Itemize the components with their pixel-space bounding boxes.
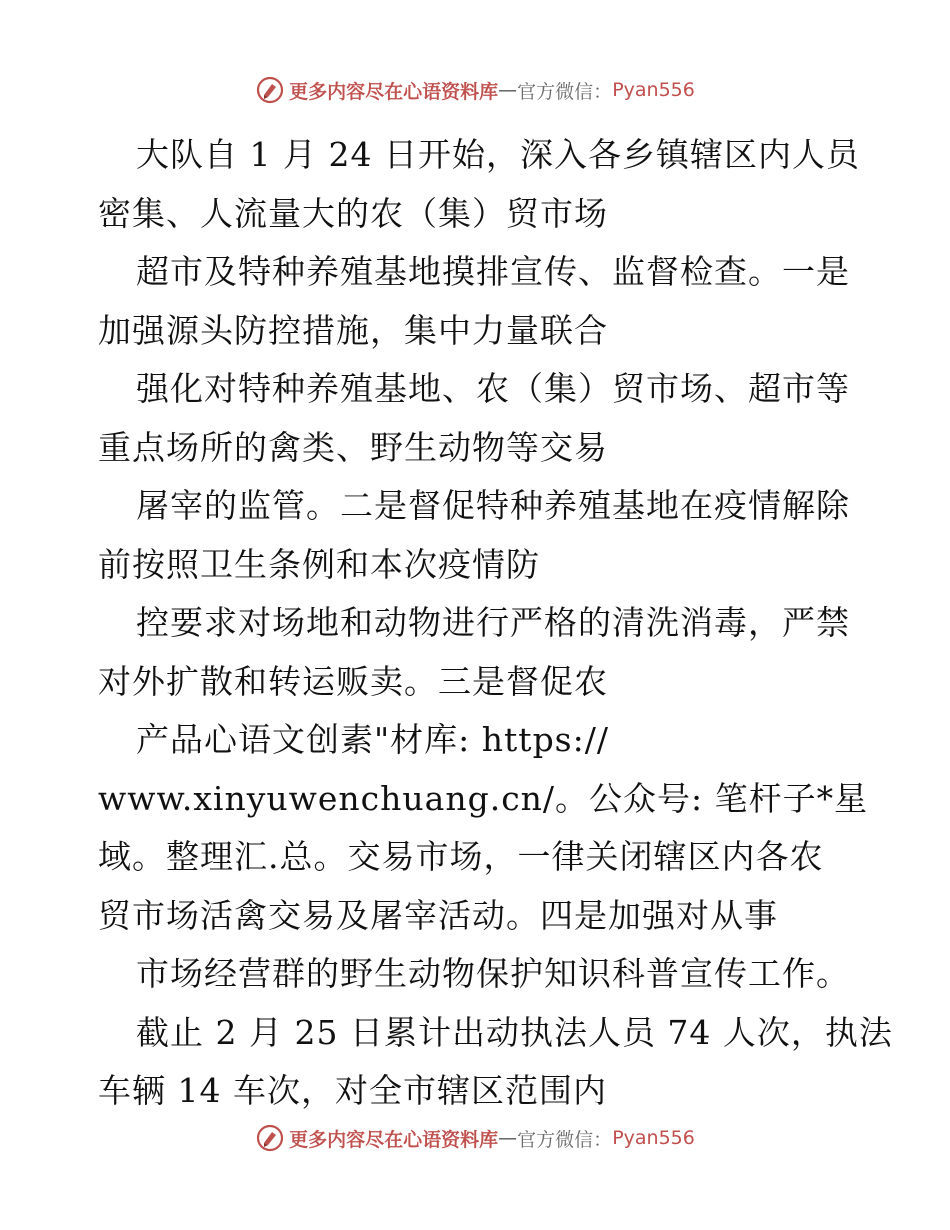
body-line-10: 对外扩散和转运贩卖。三是督促农	[98, 661, 608, 701]
body-line-6: 重点场所的禽类、野生动物等交易	[98, 427, 608, 467]
body-line-17: 车辆 14 车次，对全市辖区范围内	[98, 1071, 607, 1110]
footer-banner	[0, 1120, 950, 1156]
header-banner	[0, 72, 950, 108]
body-line-12: www.xinyuwenchuang.cn/。公众号: 笔杆子*星	[98, 778, 869, 818]
body-line-16: 截止 2 月 25 日累计出动执法人员 74 人次，执法	[136, 1012, 893, 1052]
header-promo-text: 更多内容尽在心语资料库	[289, 80, 499, 103]
brand-logo-icon	[255, 75, 285, 105]
body-line-14: 贸市场活禽交易及屠宰活动。四是加强对从事	[98, 895, 778, 935]
body-line-3: 超市及特种养殖基地摸排宣传、监督检查。一是	[136, 252, 850, 291]
footer-promo-text: 更多内容尽在心语资料库	[289, 1128, 499, 1151]
footer-contact-id: Pyan556	[612, 1127, 695, 1149]
body-line-2: 密集、人流量大的农（集）贸市场	[98, 193, 608, 233]
body-line-8: 前按照卫生条例和本次疫情防	[98, 544, 540, 584]
body-line-11: 产品心语文创素"材库: https://	[136, 720, 609, 759]
body-line-9: 控要求对场地和动物进行严格的清洗消毒，严禁	[136, 603, 850, 642]
body-line-13: 域。整理汇.总。交易市场，一律关闭辖区内各农	[98, 837, 824, 876]
brand-logo-icon	[255, 1123, 285, 1153]
footer-dash: —	[498, 1127, 518, 1149]
body-line-15: 市场经营群的野生动物保护知识科普宣传工作。	[136, 954, 850, 993]
body-line-7: 屠宰的监管。二是督促特种养殖基地在疫情解除	[136, 486, 850, 525]
body-line-5: 强化对特种养殖基地、农（集）贸市场、超市等	[136, 369, 850, 408]
header-contact-label: 官方微信：	[517, 80, 613, 103]
footer-contact-label: 官方微信：	[517, 1128, 613, 1151]
body-line-4: 加强源头防控措施，集中力量联合	[98, 310, 608, 350]
document-body	[98, 126, 893, 1121]
header-dash: —	[498, 79, 518, 101]
body-line-1: 大队自 1 月 24 日开始，深入各乡镇辖区内人员	[136, 135, 860, 174]
header-contact-id: Pyan556	[612, 79, 695, 101]
